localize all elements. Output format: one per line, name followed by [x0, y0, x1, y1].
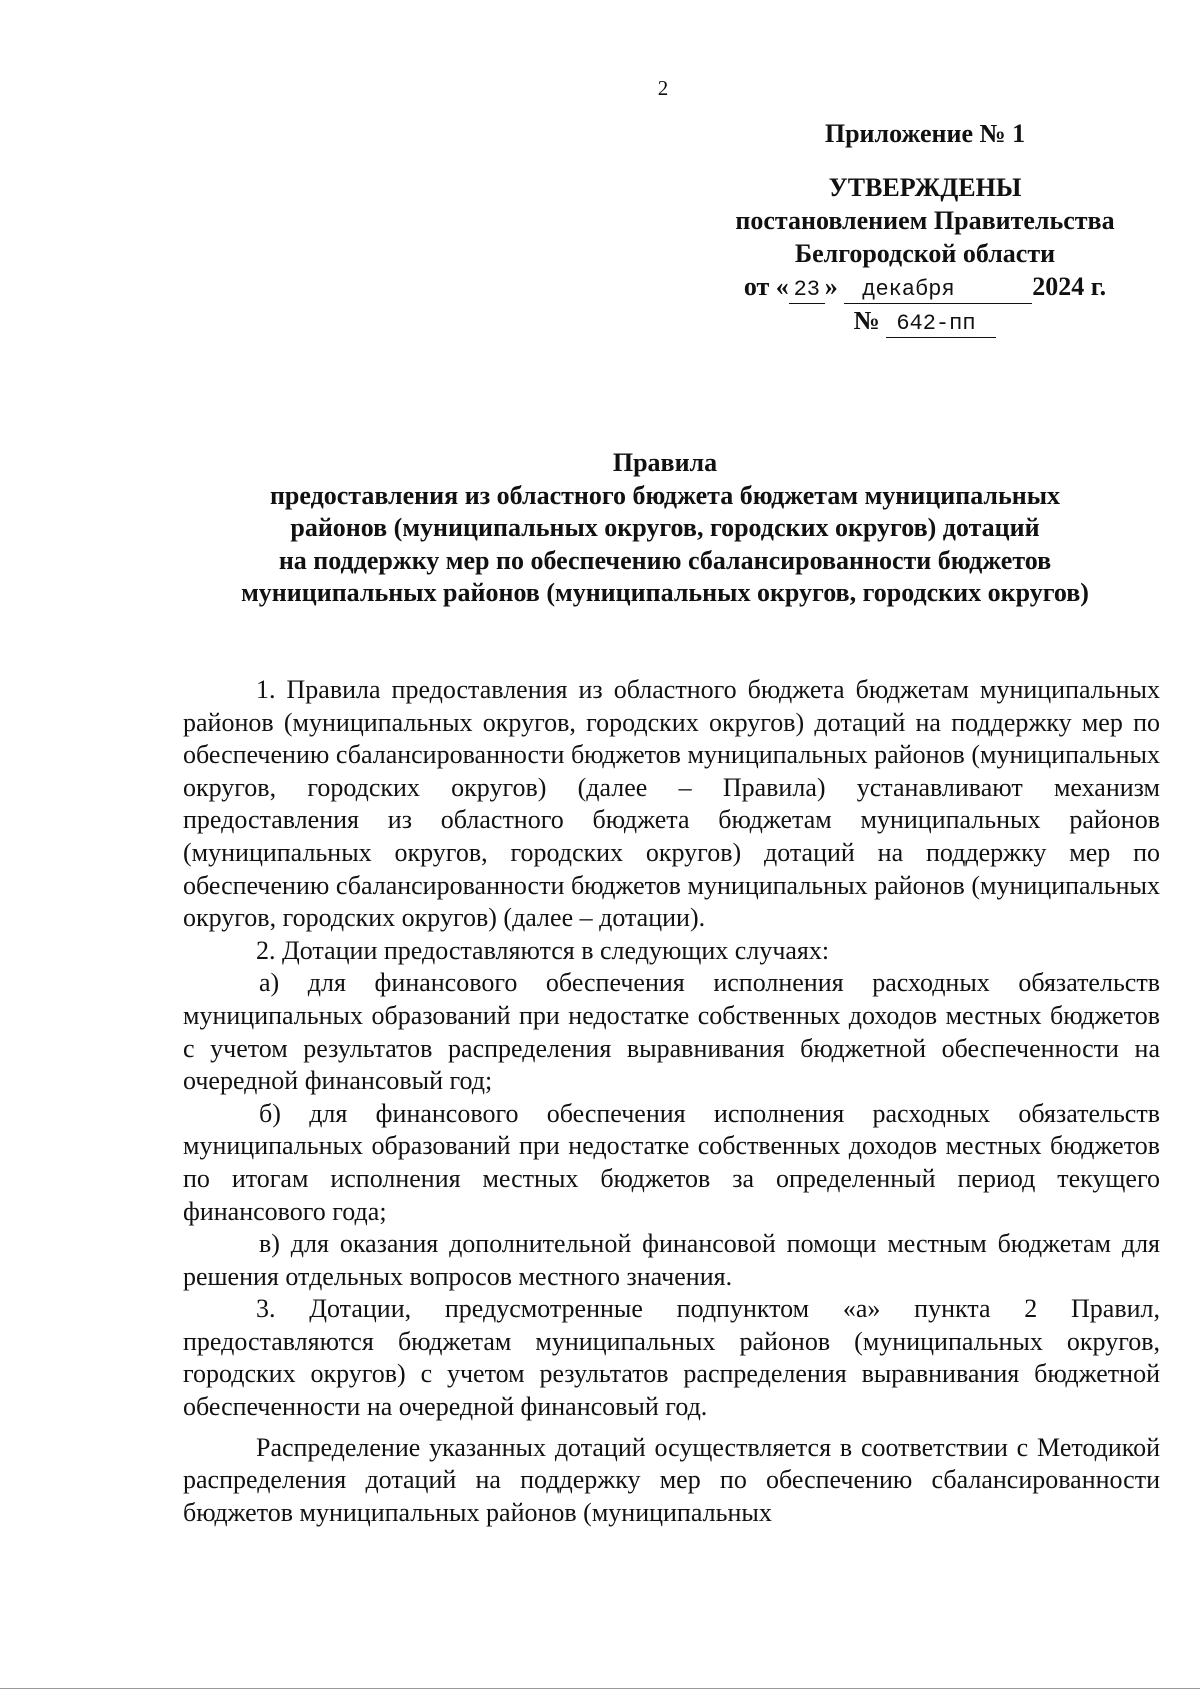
- subparagraph-a: а) для финансового обеспечения исполнения расходных обязательств муниципальных образований при недостатке собственных доходов местных бюджетов с учетом результатов распределения выравнивания бюджетной обеспеченности на очередной финансовый год;: [183, 968, 1160, 1096]
- subparagraph-b: б) для финансового обеспечения исполнения расходных обязательств муниципальных образований при недостатке собственных доходов местных бюджетов по итогам исполнения местных бюджетов за определенный период текущего финансового года;: [183, 1098, 1160, 1226]
- page-number: 2: [657, 76, 669, 100]
- approved-label: УТВЕРЖДЕНЫ: [828, 173, 1022, 202]
- approved-by-line2: Белгородской области: [794, 239, 1056, 268]
- document-body: [183, 674, 1160, 1529]
- scan-edge-line: [0, 1688, 1200, 1689]
- approval-number: [695, 304, 1155, 338]
- title-line: районов (муниципальных округов, городских округов) дотаций: [290, 513, 1040, 542]
- subparagraph-c: в) для оказания дополнительной финансовой помощи местным бюджетам для решения отдельных вопросов местного значения.: [183, 1229, 1160, 1291]
- approved-by-line1: постановлением Правительства: [735, 206, 1115, 235]
- document-title: [170, 447, 1160, 610]
- date-mid: »: [824, 272, 838, 301]
- date-year: 2024 г.: [1032, 272, 1107, 301]
- paragraph-4: Распределение указанных дотаций осуществляется в соответствии с Методикой распределения дотаций на поддержку мер по обеспечению сбалансированности бюджетов муниципальных районов (муниципальных: [183, 1432, 1160, 1527]
- title-line: на поддержку мер по обеспечению сбалансированности бюджетов: [278, 545, 1052, 575]
- document-number: 642-пп: [886, 311, 996, 338]
- title-heading: Правила: [612, 448, 718, 477]
- date-prefix: от «: [743, 272, 789, 301]
- title-line: предоставления из областного бюджета бюджетам муниципальных: [269, 480, 1061, 510]
- paragraph-1: 1. Правила предоставления из областного бюджета бюджетам муниципальных районов (муниципальных округов, городских округов) дотаций на поддержку мер по обеспечению сбалансированности бюджетов муниципальных районов (муниципальных округов, городских округов) (далее – Правила) устанавливают механизм предоставления из областного бюджета бюджетам муниципальных районов (муниципальных округов, городских округов) дотаций на поддержку мер по обеспечению сбалансированности бюджетов муниципальных районов (муниципальных округов, городских округов) (далее – дотации).: [183, 675, 1160, 933]
- paragraph-3: 3. Дотации, предусмотренные подпунктом «а» пункта 2 Правил, предоставляются бюджетам муниципальных районов (муниципальных округов, городских округов) с учетом результатов распределения выравнивания бюджетной обеспеченности на очередной финансовый год.: [183, 1294, 1160, 1422]
- date-day: 23: [789, 277, 825, 304]
- date-month: декабря: [844, 277, 1032, 304]
- appendix-label: Приложение № 1: [824, 119, 1026, 148]
- approval-date: [695, 270, 1155, 304]
- paragraph-2: 2. Дотации предоставляются в следующих случаях:: [256, 935, 830, 965]
- title-line: муниципальных районов (муниципальных округов, городских округов): [241, 578, 1089, 607]
- approval-stamp: [695, 117, 1155, 338]
- number-prefix: №: [853, 306, 880, 335]
